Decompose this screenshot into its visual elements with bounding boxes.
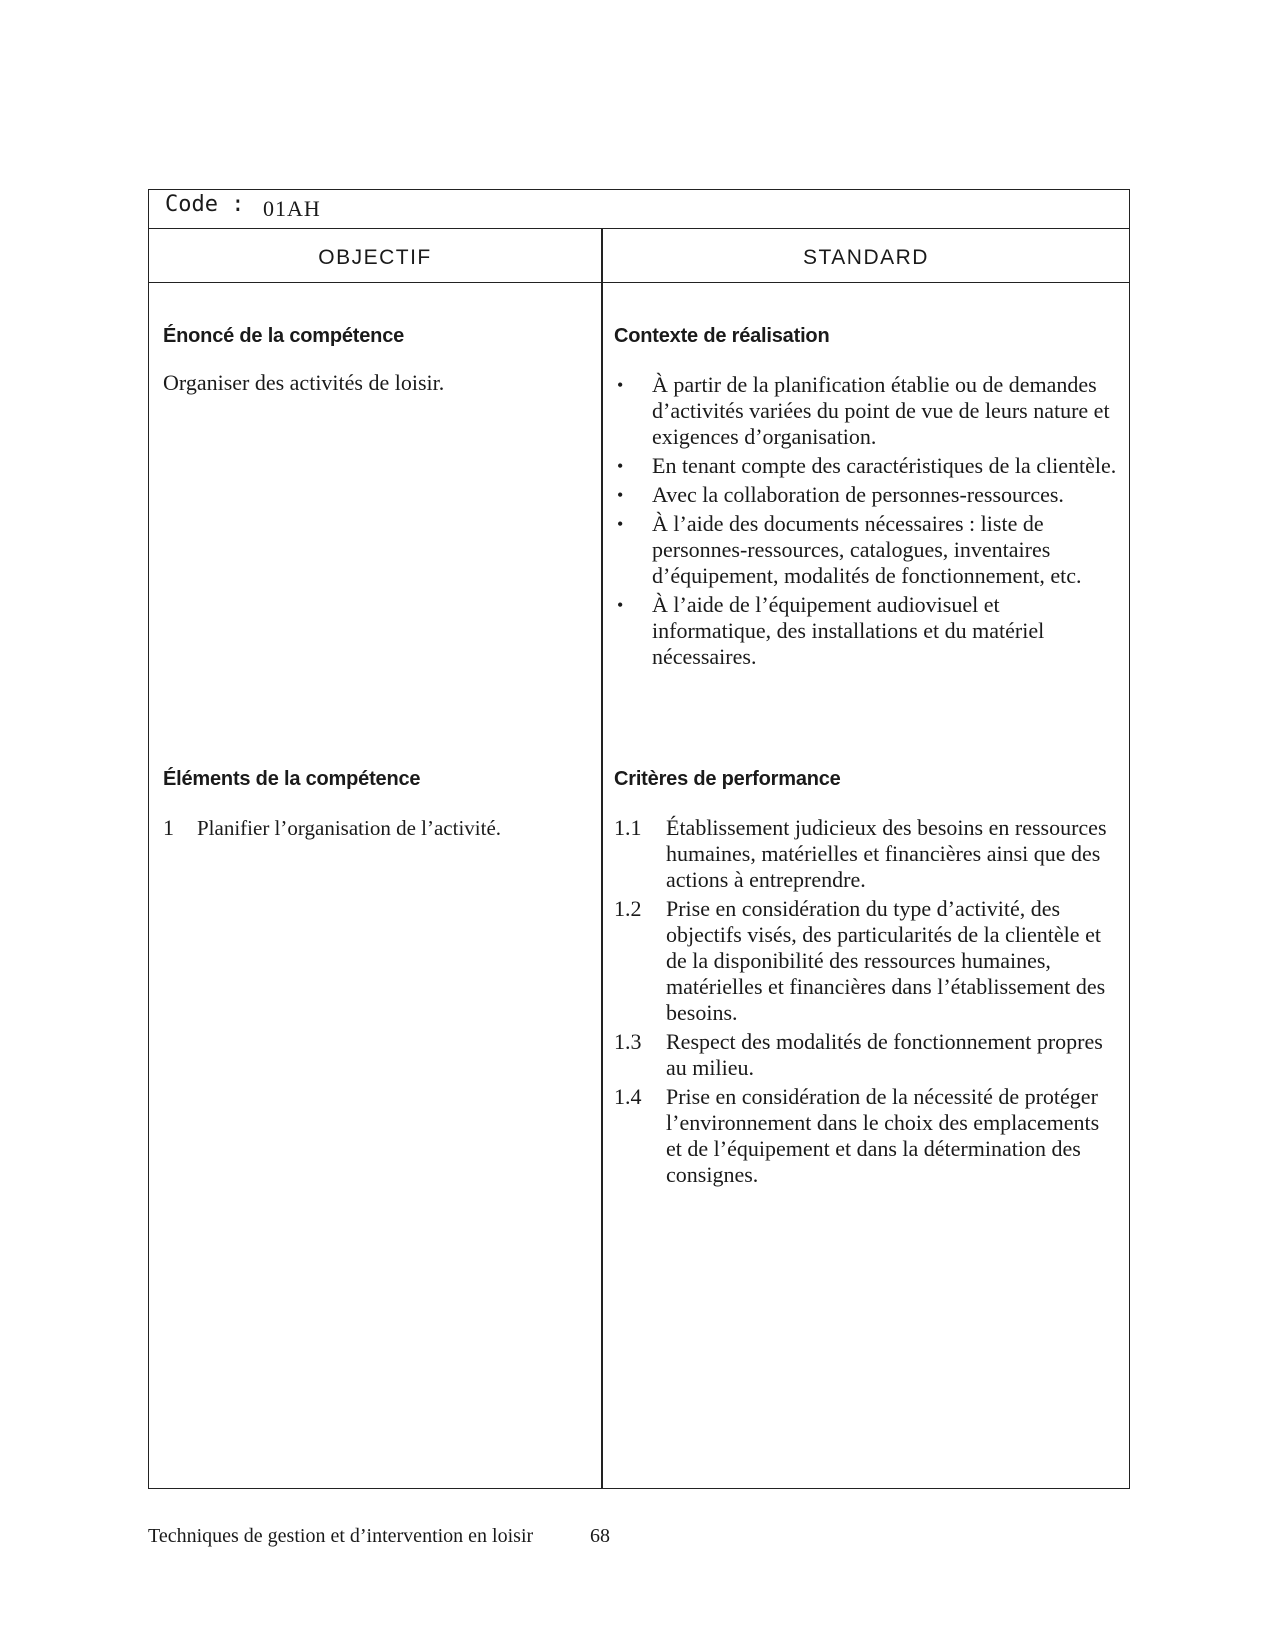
critere-item bbox=[614, 1029, 1119, 1081]
contexte-text: Avec la collaboration de personnes-ressources. bbox=[652, 482, 1064, 507]
enonce-text: Organiser des activités de loisir. bbox=[163, 370, 445, 395]
header-standard: STANDARD bbox=[803, 246, 929, 269]
header-row bbox=[149, 229, 1129, 283]
critere-number: 1.3 bbox=[614, 1029, 642, 1054]
contexte-item bbox=[614, 511, 1119, 589]
critere-text: Prise en considération de la nécessité de protéger l’environnement dans le choix des emplacements et de l’équipement et dans la détermination des consignes. bbox=[666, 1084, 1100, 1187]
contexte-text: À l’aide de l’équipement audiovisuel et informatique, des installations et du matériel nécessaires. bbox=[652, 592, 1045, 669]
elements-title: Éléments de la compétence bbox=[163, 768, 421, 790]
contexte-text: En tenant compte des caractéristiques de la clientèle. bbox=[652, 453, 1117, 478]
element-text: Planifier l’organisation de l’activité. bbox=[197, 816, 502, 840]
contexte-title: Contexte de réalisation bbox=[614, 325, 830, 347]
code-value: 01AH bbox=[263, 196, 321, 221]
header-objectif: OBJECTIF bbox=[318, 246, 432, 269]
footer-title: Techniques de gestion et d’intervention en loisir bbox=[148, 1525, 534, 1547]
critere-text: Établissement judicieux des besoins en ressources humaines, matérielles et financières ainsi que des actions à entreprendre. bbox=[666, 815, 1107, 892]
critere-text: Prise en considération du type d’activité, des objectifs visés, des particularités de la clientèle et de la disponibilité des ressources humaines, matérielles et financières dans l’établissement des besoins. bbox=[666, 896, 1106, 1025]
contexte-item bbox=[614, 453, 1119, 479]
bullet-icon: • bbox=[617, 375, 624, 395]
bullet-icon: • bbox=[617, 485, 624, 505]
objectif-column bbox=[163, 283, 588, 840]
competency-table bbox=[148, 189, 1130, 1489]
enonce-title: Énoncé de la compétence bbox=[163, 325, 405, 347]
elements-list bbox=[163, 815, 588, 841]
contexte-item bbox=[614, 482, 1119, 508]
code-row bbox=[149, 190, 1129, 229]
bullet-icon: • bbox=[617, 456, 624, 476]
element-item bbox=[163, 815, 588, 841]
column-divider bbox=[601, 229, 603, 1488]
critere-number: 1.1 bbox=[614, 815, 642, 840]
critere-item bbox=[614, 896, 1119, 1026]
standard-column bbox=[614, 283, 1119, 1187]
footer-page-number: 68 bbox=[590, 1525, 610, 1547]
bullet-icon: • bbox=[617, 514, 624, 534]
contexte-item bbox=[614, 592, 1119, 670]
code-label: Code : bbox=[165, 192, 245, 217]
criteres-list bbox=[614, 815, 1119, 1191]
bullet-icon: • bbox=[617, 595, 624, 615]
element-number: 1 bbox=[163, 815, 174, 840]
contexte-text: À partir de la planification établie ou de demandes d’activités variées du point de vue de leurs nature et exigences d’organisation. bbox=[652, 372, 1110, 449]
critere-item bbox=[614, 815, 1119, 893]
critere-item bbox=[614, 1084, 1119, 1188]
critere-number: 1.2 bbox=[614, 896, 642, 921]
contexte-item bbox=[614, 372, 1119, 450]
critere-number: 1.4 bbox=[614, 1084, 642, 1109]
contexte-list bbox=[614, 372, 1119, 670]
contexte-text: À l’aide des documents nécessaires : liste de personnes-ressources, catalogues, inventaires d’équipement, modalités de fonctionnement, etc. bbox=[652, 511, 1082, 588]
criteres-title: Critères de performance bbox=[614, 768, 841, 790]
critere-text: Respect des modalités de fonctionnement propres au milieu. bbox=[666, 1029, 1103, 1080]
